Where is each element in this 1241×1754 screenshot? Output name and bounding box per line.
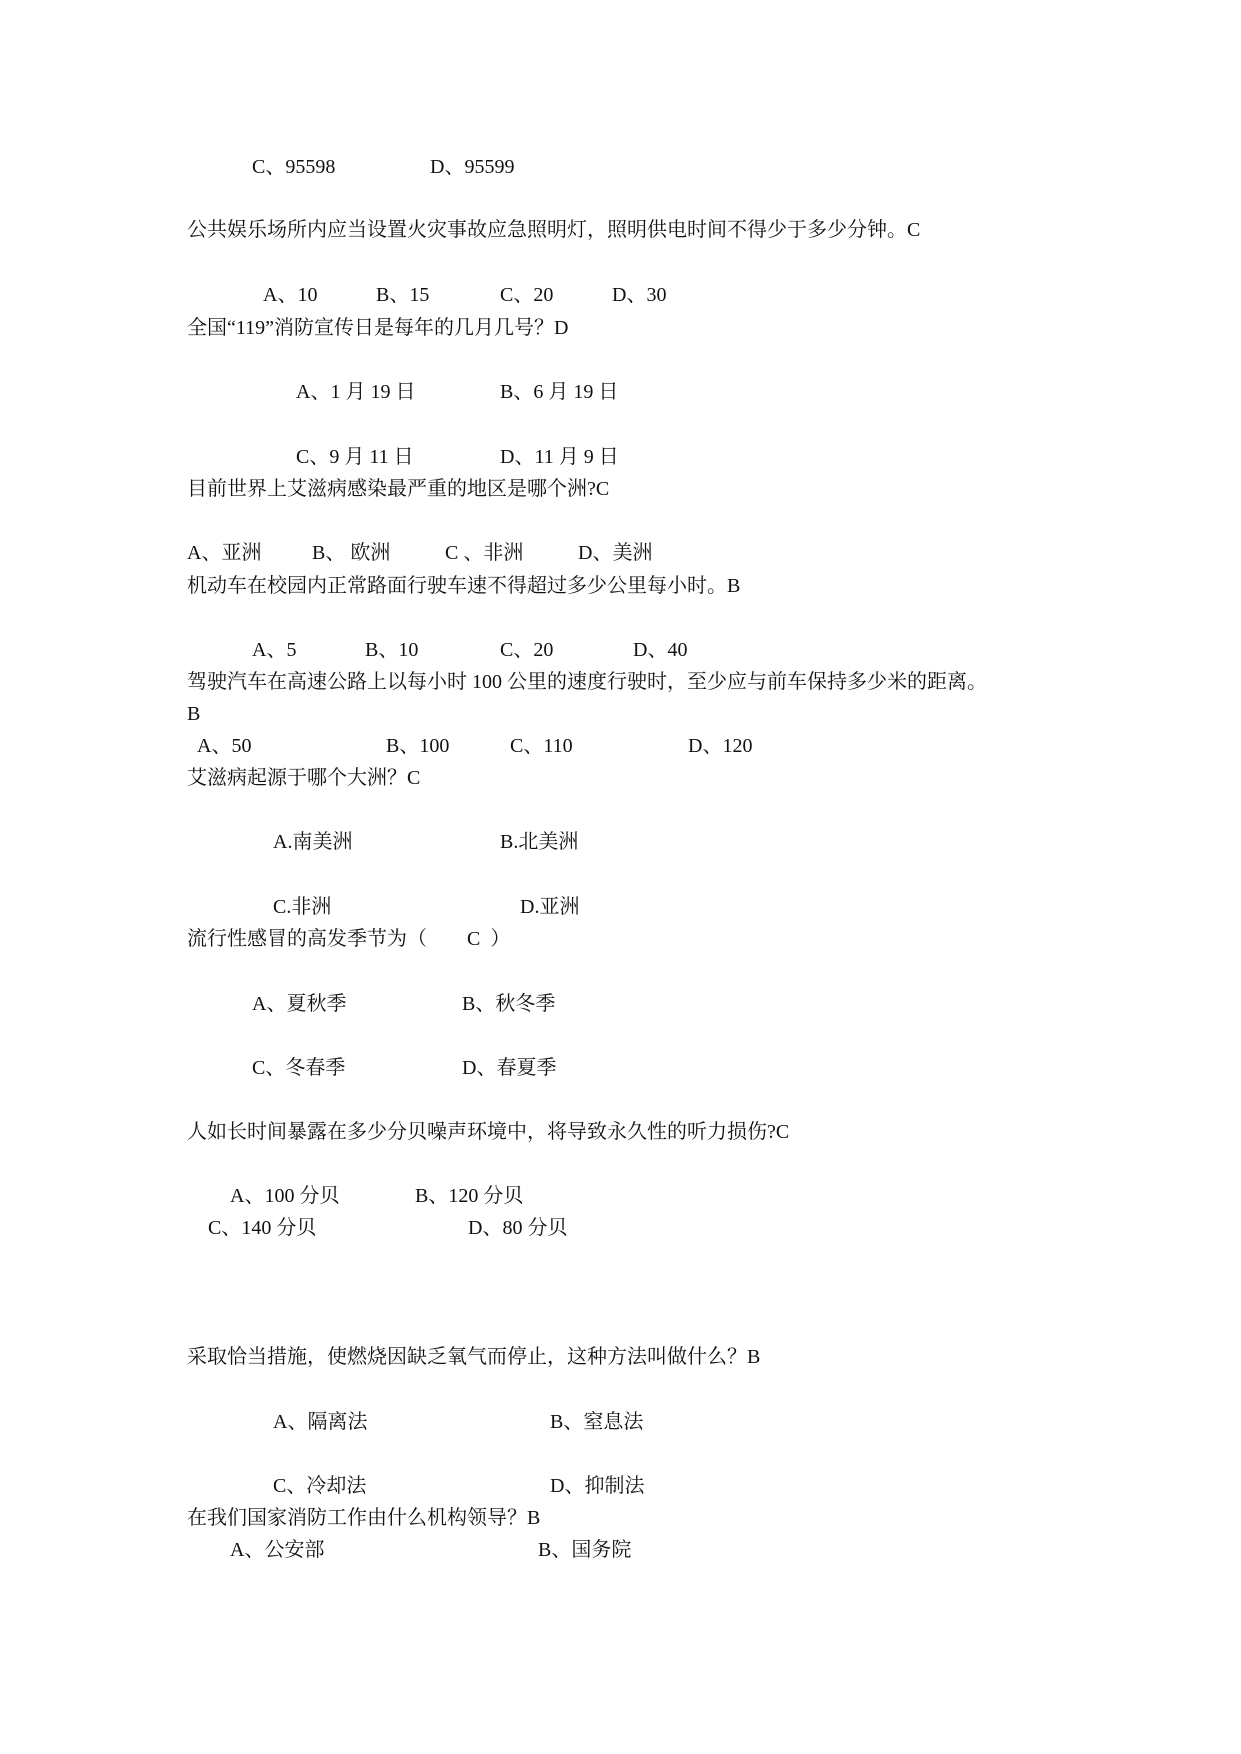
text-line: C、9 月 11 日	[296, 446, 414, 468]
text-line: C.非洲	[273, 896, 332, 918]
text-line: A.南美洲	[273, 831, 353, 853]
text-line: A、5	[252, 639, 297, 661]
text-line: B	[187, 703, 201, 725]
text-line: B、秋冬季	[462, 993, 556, 1015]
text-line: D、40	[633, 639, 688, 661]
text-line: B、10	[365, 639, 419, 661]
text-line: B、100	[386, 735, 450, 757]
text-line: D.亚洲	[520, 896, 580, 918]
text-line: A、10	[263, 284, 318, 306]
text-line: C、95598	[252, 156, 336, 178]
text-line: A、亚洲	[187, 542, 262, 564]
text-line: B、15	[376, 284, 430, 306]
text-line: A、夏秋季	[252, 993, 347, 1015]
text-line: C、20	[500, 639, 554, 661]
text-line: D、春夏季	[462, 1057, 557, 1079]
text-line: B、国务院	[538, 1539, 632, 1561]
text-line: 驾驶汽车在高速公路上以每小时 100 公里的速度行驶时，至少应与前车保持多少米的距离。	[187, 671, 987, 693]
text-line: C、冷却法	[273, 1475, 367, 1497]
text-line: 全国“119”消防宣传日是每年的几月几号？D	[187, 317, 569, 339]
text-line: D、120	[688, 735, 753, 757]
text-line: B.北美洲	[500, 831, 579, 853]
text-line: D、抑制法	[550, 1475, 645, 1497]
text-line: B、窒息法	[550, 1411, 644, 1433]
text-line: C、20	[500, 284, 554, 306]
text-line: A、1 月 19 日	[296, 381, 416, 403]
text-line: 目前世界上艾滋病感染最严重的地区是哪个洲?C	[187, 478, 610, 500]
text-line: D、美洲	[578, 542, 653, 564]
text-line: 在我们国家消防工作由什么机构领导？B	[187, 1507, 541, 1529]
text-line: 艾滋病起源于哪个大洲？C	[187, 767, 421, 789]
text-line: 机动车在校园内正常路面行驶车速不得超过多少公里每小时。B	[187, 575, 741, 597]
text-line: D、95599	[430, 156, 515, 178]
text-line: A、隔离法	[273, 1411, 368, 1433]
text-line: D、80 分贝	[468, 1217, 568, 1239]
text-line: A、50	[197, 735, 252, 757]
text-line: D、30	[612, 284, 667, 306]
text-line: 公共娱乐场所内应当设置火灾事故应急照明灯，照明供电时间不得少于多少分钟。C	[187, 219, 921, 241]
text-line: B、120 分贝	[415, 1185, 524, 1207]
text-line: A、公安部	[230, 1539, 325, 1561]
text-line: B、 欧洲	[312, 542, 391, 564]
text-line: 人如长时间暴露在多少分贝噪声环境中，将导致永久性的听力损伤?C	[187, 1121, 790, 1143]
text-line: D、11 月 9 日	[500, 446, 619, 468]
text-line: C、冬春季	[252, 1057, 346, 1079]
text-line: 采取恰当措施，使燃烧因缺乏氧气而停止，这种方法叫做什么？B	[187, 1346, 761, 1368]
text-line: B、6 月 19 日	[500, 381, 619, 403]
text-line: C、110	[510, 735, 573, 757]
text-line: C、140 分贝	[208, 1217, 317, 1239]
text-line: C 、非洲	[445, 542, 524, 564]
text-line: A、100 分贝	[230, 1185, 340, 1207]
text-line: 流行性感冒的高发季节为（ C ）	[187, 928, 511, 950]
